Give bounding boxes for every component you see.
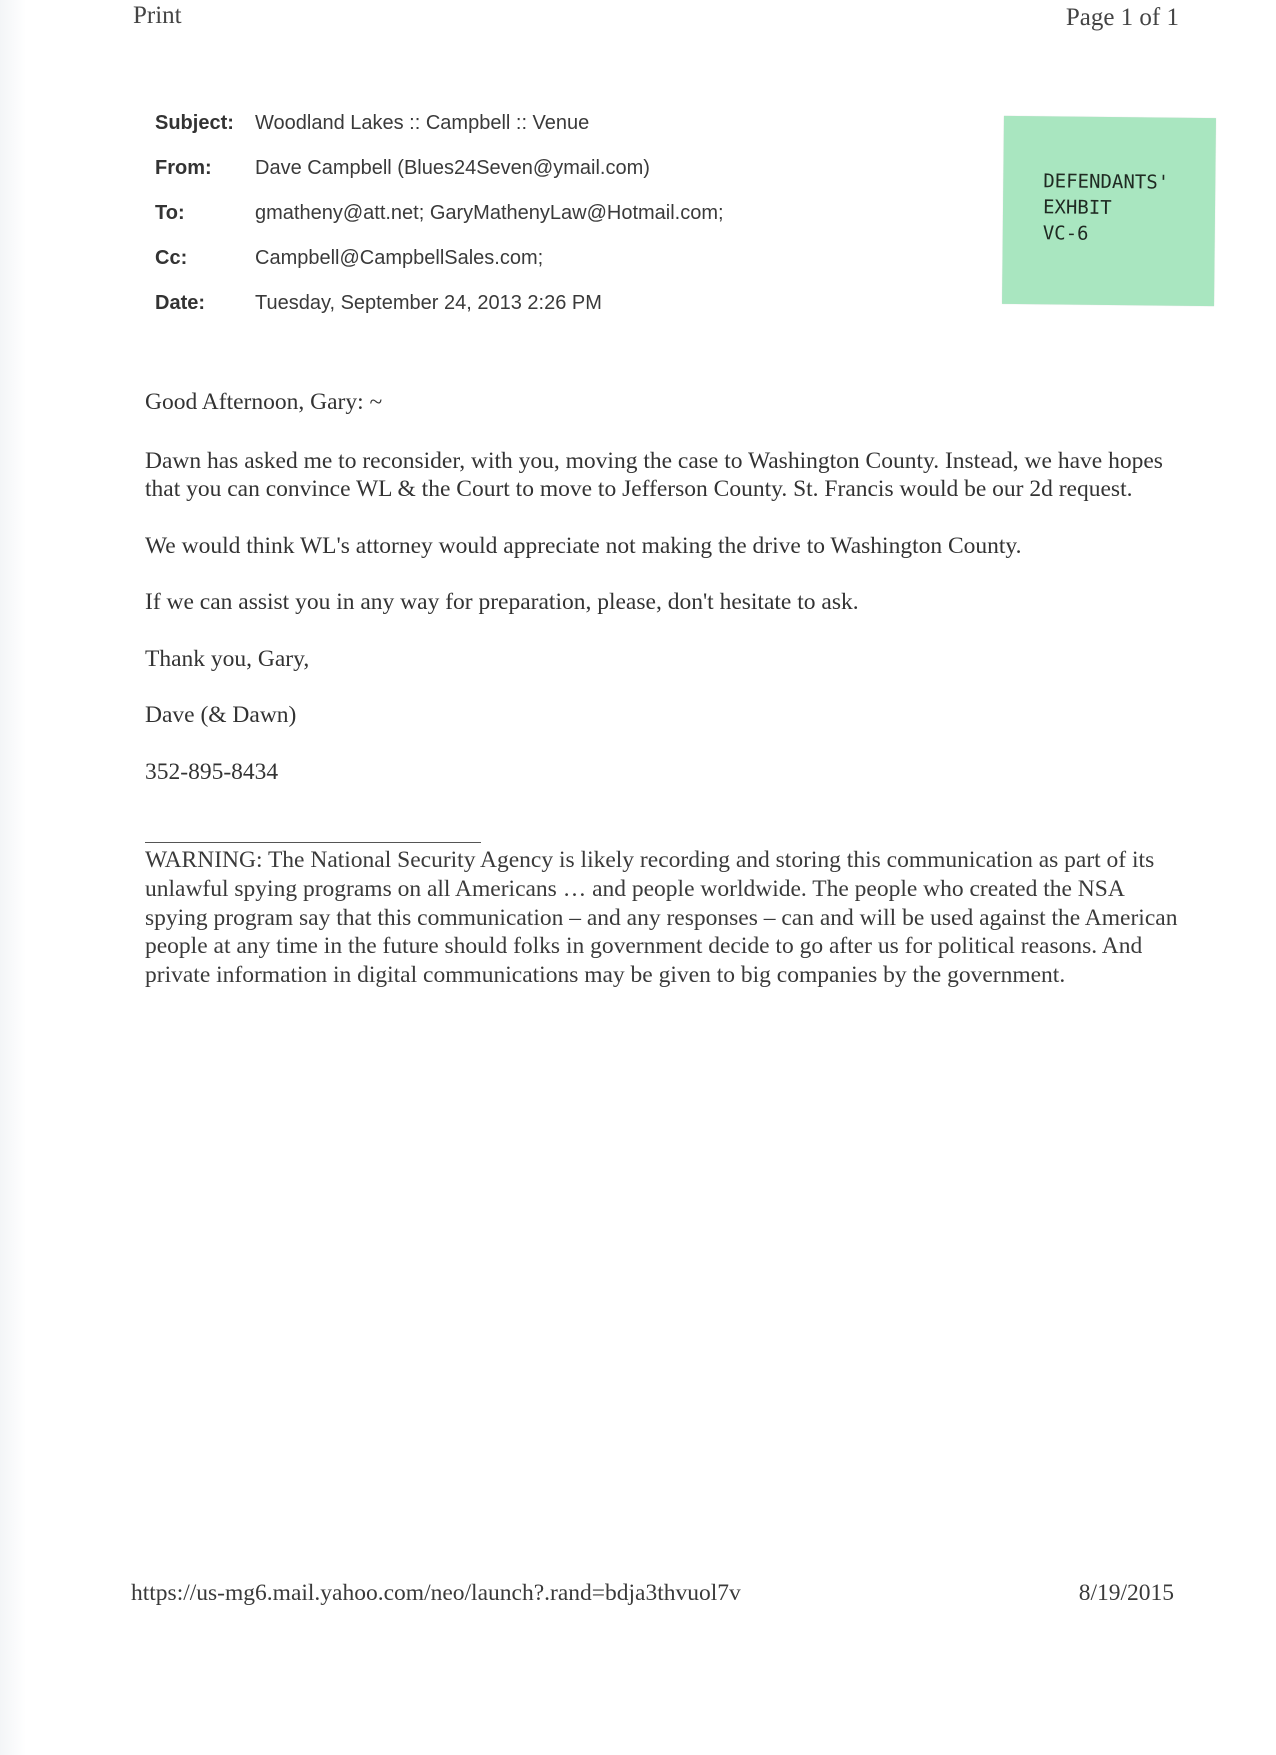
footer-date: 8/19/2015 [1078, 1580, 1174, 1606]
page-number: Page 1 of 1 [1065, 4, 1179, 31]
exhibit-label [1043, 168, 1170, 247]
body-paragraph-1: Dawn has asked me to reconsider, with you, moving the case to Washington County. Instead, we have hopes that you can convince WL & the Court to move to Jefferson County. St. Francis would be our 2d request. [145, 447, 1163, 502]
exhibit-sticker [1002, 116, 1216, 306]
closing: Thank you, Gary, [145, 645, 310, 672]
to-row [155, 202, 724, 247]
cc-label: Cc: [155, 247, 188, 269]
signature-phone: 352-895-8434 [145, 758, 279, 785]
date-row [155, 292, 724, 337]
exhibit-line-3: VC-6 [1042, 222, 1089, 245]
signature-name: Dave (& Dawn) [145, 702, 297, 728]
from-value: Dave Campbell (Blues24Seven@ymail.com) [255, 157, 650, 179]
exhibit-line-1: DEFENDANTS' [1043, 170, 1170, 194]
subject-value: Woodland Lakes :: Campbell :: Venue [255, 112, 590, 134]
nsa-warning: WARNING: The National Security Agency is likely recording and storing this communication as part of its unlawful spying programs on all Americans … and people worldwide. The people who created the NSA spying program say that this communication – and any responses – can and will be used against the American people at any time in the future should folks in government decide to go after us for political reasons. And private information in digital communications may be given to big companies by the government. [145, 847, 1178, 989]
to-label: To: [155, 202, 185, 224]
date-label: Date: [155, 292, 206, 314]
subject-row [155, 112, 724, 157]
cc-row [155, 247, 724, 292]
body-paragraph-2: We would think WL's attorney would appreciate not making the drive to Washington County. [145, 532, 1022, 559]
cc-value: Campbell@CampbellSales.com; [255, 247, 544, 269]
email-body [145, 388, 1185, 814]
exhibit-line-2: EXHBIT [1042, 196, 1112, 220]
to-value: gmatheny@att.net; GaryMathenyLaw@Hotmail.com; [255, 202, 724, 224]
date-value: Tuesday, September 24, 2013 2:26 PM [255, 292, 602, 314]
subject-label: Subject: [155, 112, 234, 134]
email-header-fields [155, 112, 724, 337]
body-paragraph-3: If we can assist you in any way for preparation, please, don't hesitate to ask. [145, 589, 859, 615]
print-header: Print [133, 2, 182, 29]
greeting: Good Afternoon, Gary: ~ [145, 389, 383, 415]
footer-url: https://us-mg6.mail.yahoo.com/neo/launch?.rand=bdja3thvuol7v [131, 1580, 741, 1606]
scan-edge-shading [0, 0, 26, 1755]
signature-divider [145, 842, 481, 843]
from-label: From: [155, 157, 212, 179]
from-row [155, 157, 724, 202]
